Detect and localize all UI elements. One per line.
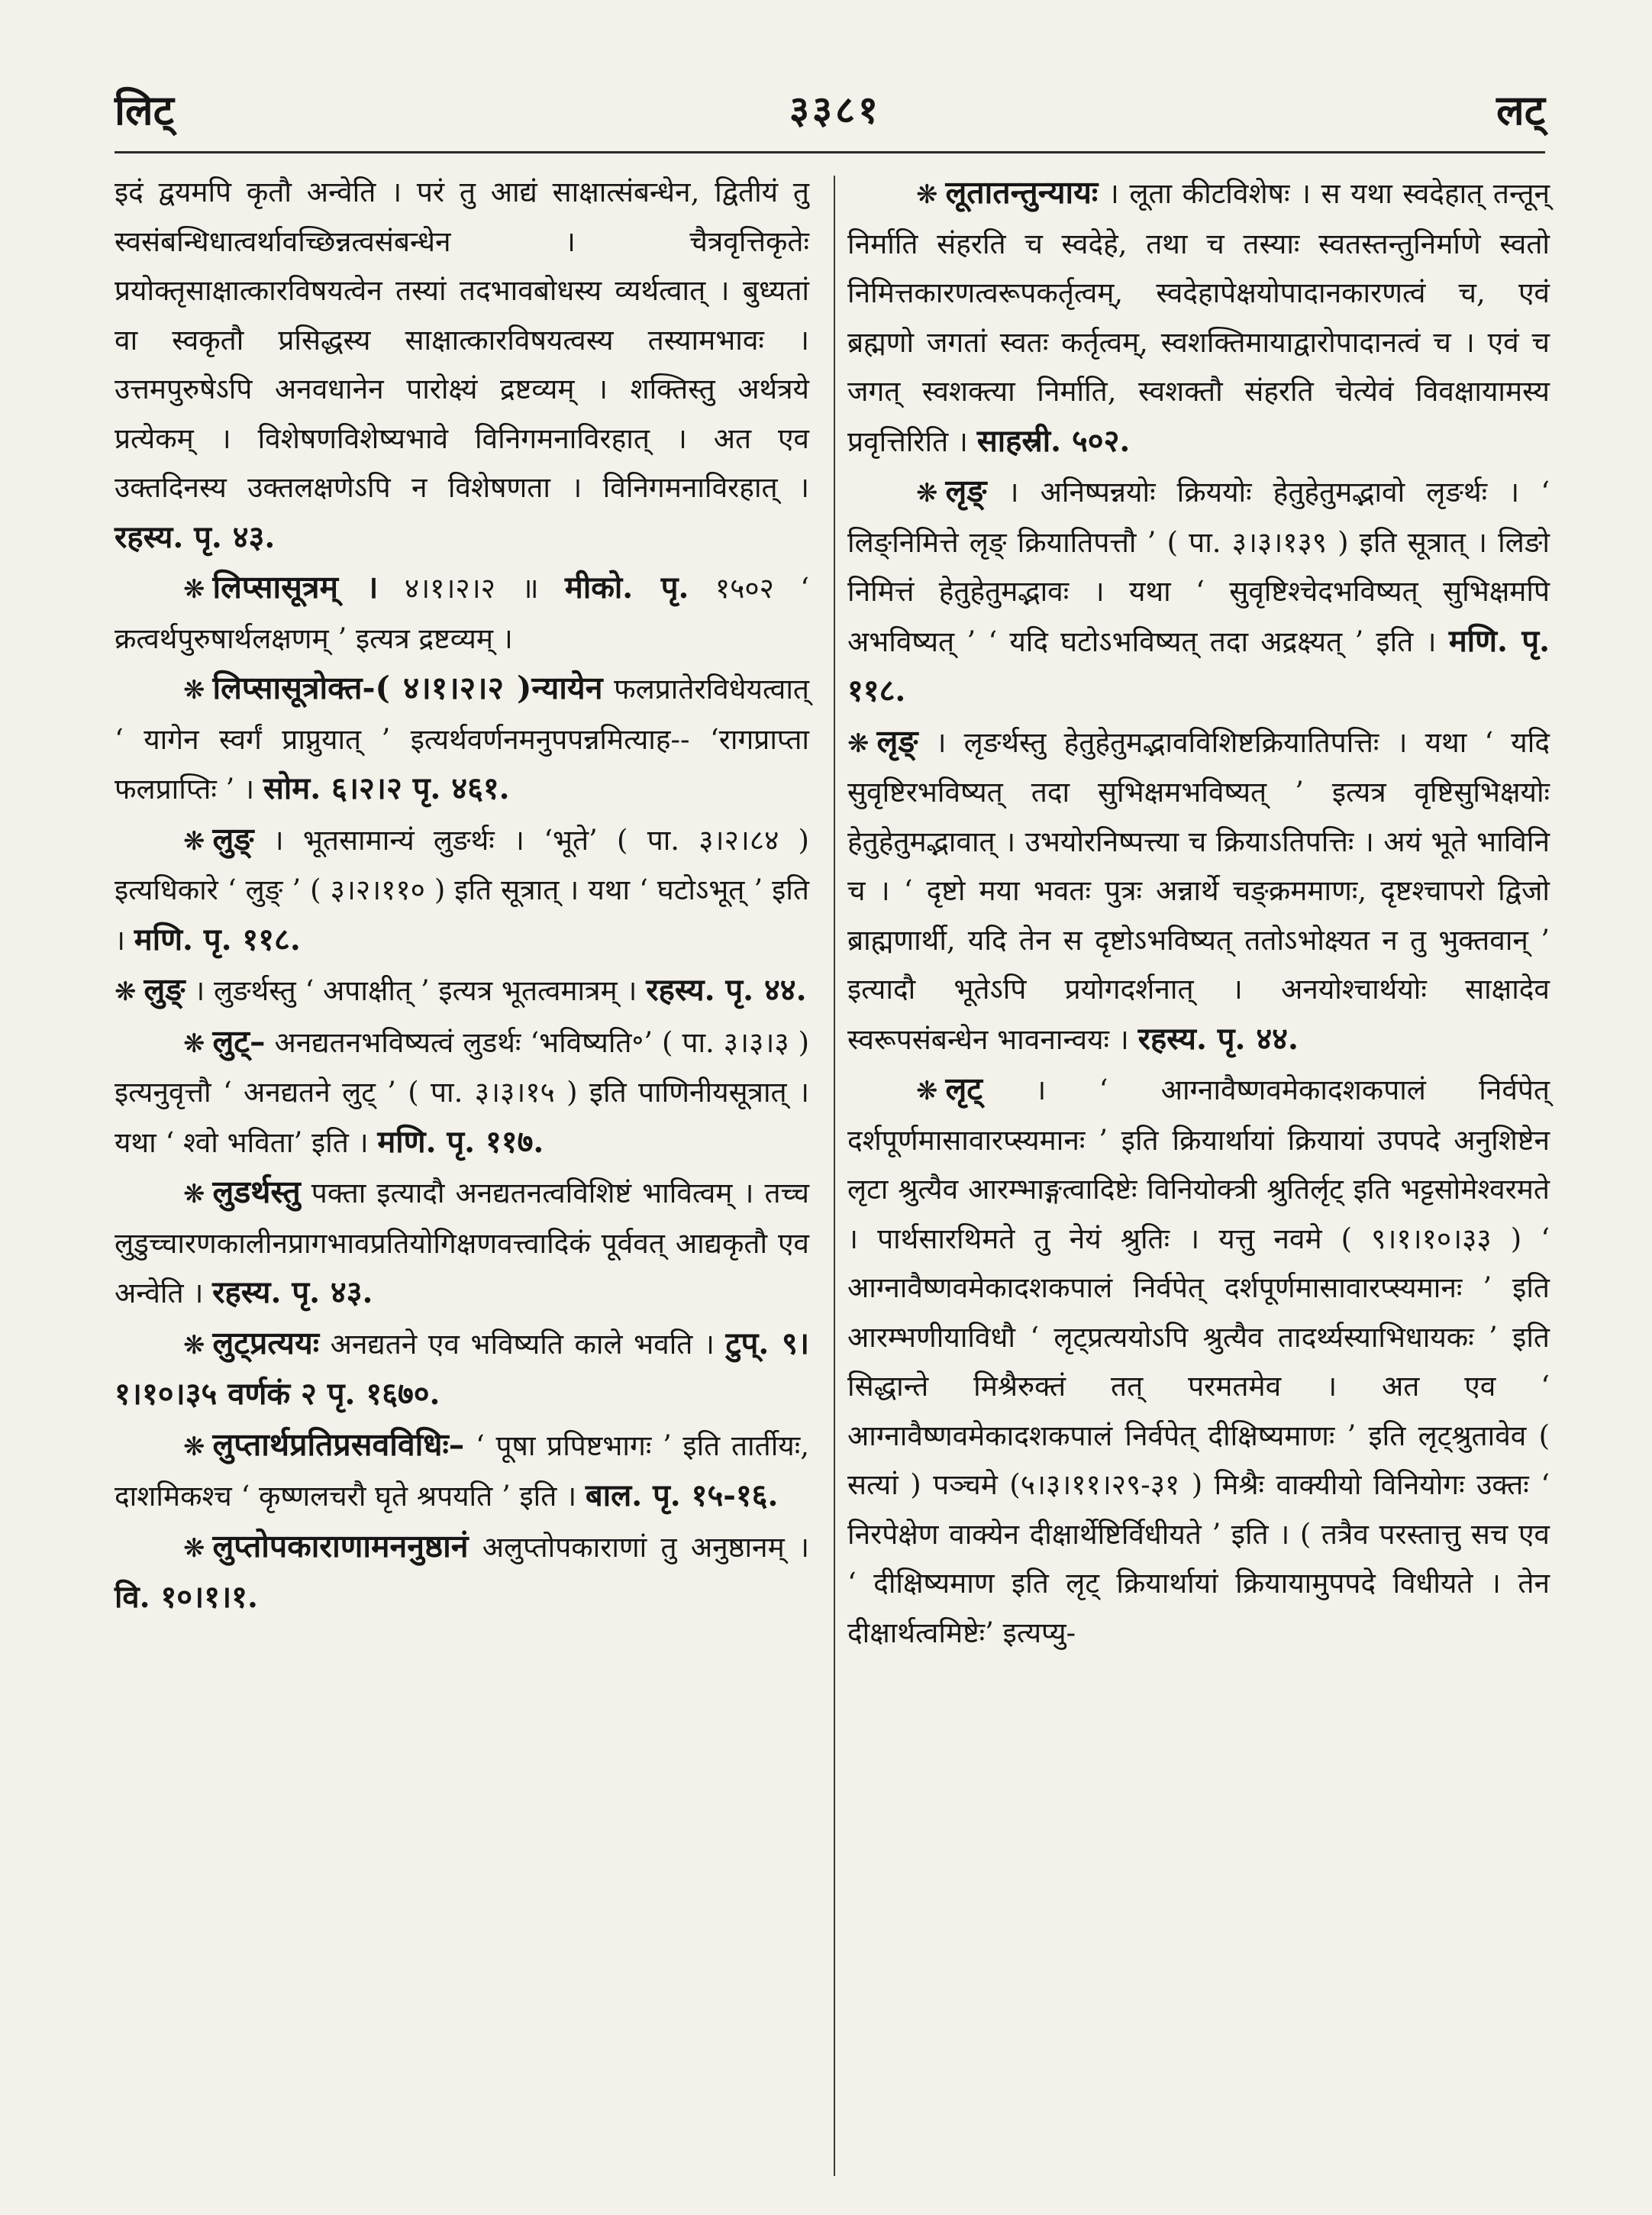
dictionary-entry — [115, 1017, 809, 1168]
entry-headword: लिप्सासूत्रम् । — [212, 569, 379, 605]
column-divider — [834, 176, 835, 2176]
entry-headword: लुङ् — [144, 971, 186, 1008]
dictionary-entry — [847, 1064, 1550, 1658]
entry-source: बाल. पृ. १५-१६. — [585, 1477, 779, 1513]
dictionary-entry — [115, 1167, 809, 1319]
entry-text: अनद्यतने एव भविष्यति काले भवति । — [330, 1327, 715, 1361]
entry-headword: लुप्तार्थप्रतिप्रसवविधिः– — [212, 1426, 465, 1463]
header-rule — [115, 151, 1545, 153]
entry-source: सोम. ६।२।२ पृ. ४६१. — [263, 770, 510, 806]
entry-text: । भूतसामान्यं लुङर्थः । ‘भूते’ ( पा. ३।२।८४ ) इत्यधिकारे ‘ लुङ् ’ ( ३।२।११० ) इति सूत्रात् । यथा ‘ घटोऽभूत् ’ इति । — [115, 823, 809, 957]
entry-source: रहस्य. पृ. ४४. — [646, 972, 807, 1008]
entry-source: साहस्री. ५०२. — [976, 422, 1131, 459]
entry-source: मीको. पृ. — [564, 570, 689, 605]
left-running-head: लिट् — [115, 86, 174, 134]
entry-text: इदं द्वयमपि कृतौ अन्वेति । परं तु आद्यं साक्षात्संबन्धेन, द्वितीयं तु स्वसंबन्धिधात्वर्थावच्छिन्नत्वसंबन्धेन । चैत्रवृत्तिकृतेः प्रयोक्तृसाक्षात्कारविषयत्वेन तस्यां तदभावबोधस्य व्यर्थत्वात् । बुध्यतां वा स्वकृतौ प्रसिद्धस्य साक्षात्कारविषयत्वस्य तस्यामभावः । उत्तमपुरुषेऽपि अनवधानेन पारोक्ष्यं द्रष्टव्यम् । शक्तिस्तु अर्थत्रये प्रत्येकम् । विशेषणविशेष्यभावे विनिगमनाविरहात् । अत एव उक्तदिनस्य उक्तलक्षणेऽपि न विशेषणता । विनिगमनाविरहात् । — [115, 176, 809, 504]
entry-text: । लृङर्थस्तु हेतुहेतुमद्भावविशिष्टक्रियातिपत्तिः । यथा ‘ यदि सुवृष्टिरभविष्यत् तदा सुभिक्षमभविष्यत् ’ इत्यत्र वृष्टिसुभिक्षयोः हेतुहेतुमद्भावात् । उभयोरनिष्पत्त्या च क्रियाऽतिपत्तिः । अयं भूते भाविनि च । ‘ दृष्टो मया भवतः पुत्रः अन्नार्थे चङ्क्रममाणः, दृष्टश्चापरो द्विजो ब्राह्मणार्थी, यदि तेन स दृष्टोऽभविष्यत् ततोऽभोक्ष्यत न तु भुक्तवान् ’ इत्यादौ भूतेऽपि प्रयोगदर्शनात् । अनयोश्चार्थयोः साक्षादेव स्वरूपसंबन्धेन भावनान्वयः । — [847, 725, 1550, 1056]
entry-text: पक्ता इत्यादौ अनद्यतनत्वविशिष्टं भावित्वम् । तच्च लुडुच्चारणकालीनप्रागभावप्रतियोगिक्षणवत्त्वादिकं पूर्ववत् आद्यकृतौ एव अन्वेति । — [115, 1177, 809, 1309]
entry-asterisk-icon: ❋ — [916, 478, 938, 509]
left-column — [115, 168, 809, 1623]
dictionary-entry — [115, 1319, 809, 1420]
entry-asterisk-icon: ❋ — [183, 1431, 205, 1462]
entry-text: ४।१।२।२ ॥ — [404, 572, 539, 605]
entry-headword: लुप्तोपकाराणामननुष्ठानं — [212, 1527, 469, 1564]
entry-text: । लूता कीटविशेषः । स यथा स्वदेहात् तन्तून् निर्माति संहरति च स्वदेहे, तथा च तस्याः स्वतस्तन्तुनिर्माणे स्वतो निमित्तकारणत्वरूपकर्तृत्वम्, स्वदेहापेक्षयोपादानकारणत्वं च, एवं ब्रह्मणो जगतां स्वतः कर्तृत्वम्, स्वशक्तिमायाद्वारोपादानत्वं च । एवं च जगत् स्वशक्त्या निर्माति, स्वशक्तौ संहरति चेत्येवं विवक्षायामस्य प्रवृत्तिरिति । — [847, 177, 1550, 458]
dictionary-entry — [115, 664, 809, 815]
entry-source: वि. १०।१।१. — [115, 1579, 258, 1615]
entry-text: फलप्रातेरविधेयत्वात् ‘ यागेन स्वर्गं प्राप्नुयात् ’ इत्यर्थवर्णनमनुपपन्नमित्याह-- ‘रागप्राप्ता फलप्राप्तिः ’ । — [115, 673, 810, 806]
continued-paragraph — [115, 168, 809, 563]
page-number: ३३८१ — [789, 87, 881, 132]
entry-headword: लुङ् — [212, 820, 254, 857]
entry-source: टुप्. ९।१।१०।३५ वर्णकं २ पृ. १६७०. — [115, 1325, 810, 1412]
entry-source: मणि. पृ. ११७. — [377, 1123, 544, 1160]
entry-asterisk-icon: ❋ — [916, 179, 938, 210]
entry-text: । लुङर्थस्तु ‘ अपाक्षीत् ’ इत्यत्र भूतत्वमात्रम् । — [194, 974, 637, 1007]
entry-source: रहस्य. पृ. ४३. — [115, 518, 276, 555]
right-running-head: लट् — [1496, 86, 1545, 134]
dictionary-entry — [115, 815, 809, 966]
entry-text: । ‘ आग्नावैष्णवमेकादशकपालं निर्वपेत् दर्शपूर्णमासावारप्स्यमानः ’ इति क्रियार्थायां क्रियायां उपपदे अनुशिष्टेन लृटा श्रुत्यैव आरम्भाङ्गत्वादिष्टेः विनियोक्त्री श्रुतिर्लृट् इति भट्टसोमेश्वरमते । पार्थसारथिमते तु नेयं श्रुतिः । यत्तु नवमे ( ९।१।१०।३३ ) ‘ आग्नावैष्णवमेकादशकपालं निर्वपेत् दर्शपूर्णमासावारप्स्यमानः ’ इति आरम्भणीयाविधौ ‘ लृट्प्रत्ययोऽपि श्रुत्यैव तादर्थ्यस्याभिधायकः ’ इति सिद्धान्ते मिश्रैरुक्तं तत् परमतमेव । अत एव ‘ आग्नावैष्णवमेकादशकपालं निर्वपेत् दीक्षिष्यमाणः ’ इति लृट्श्रुतावेव ( सत्यां ) पञ्चमे (५।३।११।२९-३१ ) मिश्रैः वाक्यीयो विनियोगः उक्तः ‘ निरपेक्षेण वाक्येन दीक्षार्थेष्टिर्विधीयते ’ इति । ( तत्रैव परस्तात्तु सच एव ‘ दीक्षिष्यमाण इति लृट् क्रियार्थायां क्रियायामुपपदे विधीयते । तेन दीक्षार्थत्वमिष्टेः’ इत्यप्यु- — [847, 1074, 1550, 1649]
entry-asterisk-icon: ❋ — [183, 1532, 205, 1564]
entry-asterisk-icon: ❋ — [183, 675, 205, 706]
entry-asterisk-icon: ❋ — [183, 1179, 205, 1209]
entry-headword: लिप्सासूत्रोक्त-( ४।१।२।२ )न्यायेन — [212, 670, 603, 706]
entry-asterisk-icon: ❋ — [183, 1329, 205, 1361]
entry-asterisk-icon: ❋ — [183, 825, 205, 857]
dictionary-entry — [847, 467, 1550, 717]
entry-text: अनद्यतनभविष्यत्वं लुडर्थः ‘भविष्यति॰’ ( पा. ३।३।३ ) इत्यनुवृत्तौ ‘ अनद्यतने लुट् ’ ( पा. ३।३।१५ ) इति पाणिनीयसूत्रात् । यथा ‘ श्वो भविता’ इति । — [115, 1025, 810, 1159]
entry-text: ‘ पूषा प्रपिष्टभागः ’ इति तार्तीयः, दाशमिकश्च ‘ कृष्णलचरौ घृते श्रपयति ’ इति । — [115, 1429, 810, 1513]
entry-text: अलुप्तोपकाराणां तु अनुष्ठानम् । — [482, 1530, 809, 1564]
entry-headword: लृङ् — [876, 722, 918, 760]
entry-asterisk-icon: ❋ — [847, 728, 870, 759]
entry-source: रहस्य. पृ. ४४. — [1137, 1020, 1299, 1057]
entry-headword: लुट्– — [212, 1022, 266, 1060]
entry-headword: लृङ् — [945, 473, 987, 509]
entry-text: । अनिष्पन्नयोः क्रिययोः हेतुहेतुमद्भावो लृङर्थः । ‘ लिङ्निमित्ते लृङ् क्रियातिपत्तौ ’ ( पा. ३।३।१३९ ) इति सूत्रात् । लिङो निमित्तं हेतुहेतुमद्भावः । यथा ‘ सुवृष्टिश्चेदभविष्यत् सुभिक्षमपि अभविष्यत् ’ ‘ यदि घटोऽभविष्यत् तदा अद्रक्ष्यत् ’ इति । — [847, 476, 1550, 658]
entry-asterisk-icon: ❋ — [115, 977, 137, 1007]
entry-headword: लृट् — [945, 1070, 982, 1107]
entry-headword: लुडर्थस्तु — [212, 1174, 301, 1210]
dictionary-entry — [847, 717, 1550, 1065]
entry-source: मणि. पृ. ११८. — [847, 622, 1550, 709]
right-column — [847, 168, 1550, 1658]
dictionary-entry — [115, 1522, 809, 1623]
entry-tail: १५०२ ‘ क्रत्वर्थपुरुषार्थलक्षणम् ’ इत्यत्र द्रष्टव्यम् । — [115, 572, 809, 655]
entry-headword: लूतातन्तुन्यायः — [945, 174, 1099, 211]
page-header — [115, 70, 1545, 147]
entry-source: मणि. पृ. ११८. — [134, 921, 301, 957]
dictionary-entry — [847, 168, 1550, 467]
entry-asterisk-icon: ❋ — [183, 1028, 205, 1059]
dictionary-entry — [115, 563, 809, 664]
entry-asterisk-icon: ❋ — [183, 574, 205, 605]
entry-asterisk-icon: ❋ — [916, 1076, 938, 1106]
entry-headword: लुट्प्रत्ययः — [212, 1324, 320, 1361]
dictionary-entry — [115, 1420, 809, 1522]
entry-source: रहस्य. पृ. ४३. — [212, 1274, 373, 1310]
dictionary-entry — [115, 965, 809, 1017]
